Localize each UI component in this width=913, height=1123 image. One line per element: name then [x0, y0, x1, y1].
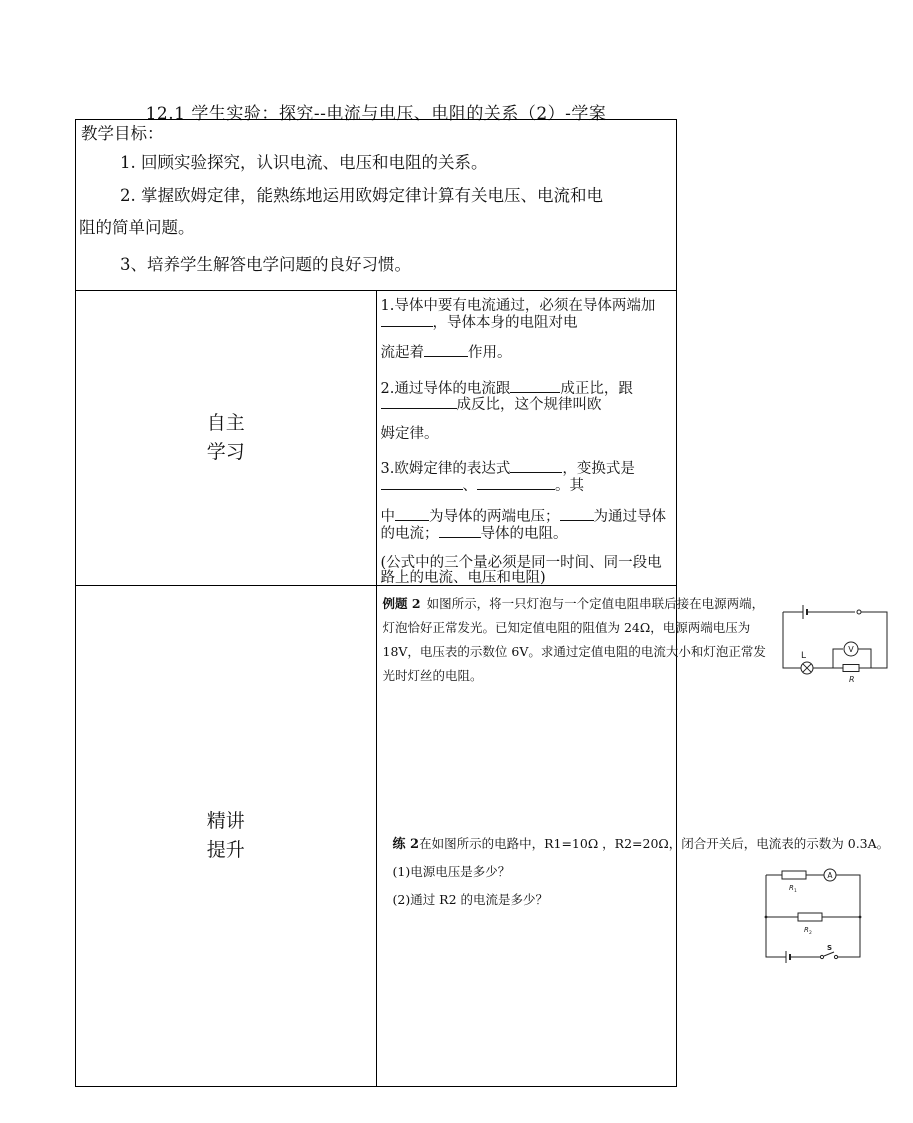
practice-2-q2: (2)通过 R2 的电流是多少？	[392, 892, 549, 907]
example-2-tag: 例题 2	[382, 596, 421, 611]
circuit-diagram-2	[760, 869, 864, 965]
q1-text-c: 流起着	[380, 345, 424, 361]
practice-2-stem	[393, 833, 913, 852]
answer-blank[interactable]	[439, 525, 481, 538]
fig1-voltmeter-label: V	[847, 645, 854, 654]
q3-text-c: 、	[462, 477, 477, 494]
answer-blank[interactable]	[381, 477, 463, 490]
question-1-line-1	[377, 299, 677, 330]
answer-blank[interactable]	[395, 508, 429, 521]
page-title: 12.1 学生实验：探究--电流与电压、电阻的关系（2）-学案	[145, 104, 607, 124]
answer-blank[interactable]	[510, 460, 562, 473]
practice-2-tag: 练 2	[392, 837, 420, 852]
self-study-row	[76, 291, 677, 586]
example-2	[383, 592, 773, 688]
fig2-ammeter-label: A	[826, 871, 833, 880]
goal-item-3: 3、培养学生解答电学问题的良好习惯。	[120, 255, 411, 274]
answer-blank[interactable]	[510, 380, 560, 393]
fig2-r1-label: R	[788, 884, 794, 892]
goals-row	[76, 120, 677, 291]
q1-text-a: 1.导体中要有电流通过，必须在导体两端加	[380, 298, 656, 314]
q2-text-a: 2.通过导体的电流跟	[380, 380, 511, 397]
lecture-content	[376, 586, 890, 1087]
fig2-r2-sub: 2	[808, 931, 812, 936]
self-study-label-line1: 自主	[206, 411, 245, 434]
q3-text-b: ，变换式是	[562, 461, 635, 477]
question-3-line-2	[377, 508, 677, 541]
goals-header: 教学目标：	[81, 124, 164, 143]
self-study-content	[376, 291, 677, 586]
question-3-note: (公式中的三个量必须是同一时间、同一段电路上的电流、电压和电阻)	[380, 555, 662, 586]
q1-text-b: ，导体本身的电阻对电	[432, 314, 578, 331]
q3-text-g: 为通过导体的电流；	[380, 509, 666, 542]
q1-text-d: 作用。	[468, 345, 512, 361]
lecture-label-line1: 精讲	[206, 809, 245, 832]
circuit-diagram-1	[779, 600, 891, 686]
answer-blank[interactable]	[560, 508, 594, 521]
answer-blank[interactable]	[381, 314, 433, 327]
goal-item-2: 2. 掌握欧姆定律，能熟练地运用欧姆定律计算有关电压、电流和电	[120, 186, 603, 205]
goal-item-2-cont: 阻的简单问题。	[79, 217, 195, 237]
lecture-row	[76, 586, 677, 1087]
example-2-text: 如图所示，将一只灯泡与一个定值电阻串联后接在电源两端，灯泡恰好正常发光。已知定值电阻的阻值为 24Ω，电源两端电压为 18V，电压表的示数位 6V。求通过定值电阻的电流大小和灯泡正常发光时灯丝的电阻。	[382, 596, 766, 683]
q3-text-a: 3.欧姆定律的表达式	[380, 461, 511, 477]
question-3-line-1	[377, 460, 677, 493]
answer-blank[interactable]	[424, 344, 468, 357]
fig2-r1-sub: 1	[793, 889, 797, 894]
fig2-r2-label: R	[803, 926, 809, 934]
goals-cell	[76, 120, 677, 291]
fig2-switch-label: S	[826, 944, 832, 952]
self-study-label-line2: 学习	[206, 441, 245, 463]
question-1-line-2	[377, 344, 677, 361]
practice-2-q1: (1)电源电压是多少？	[392, 864, 511, 879]
q3-text-e: 中	[380, 509, 395, 525]
q3-text-f: 为导体的两端电压；	[429, 509, 560, 525]
lecture-label-line2: 提升	[206, 839, 245, 861]
q3-text-h: 导体的电阻。	[480, 525, 568, 542]
question-2-line-1	[377, 380, 677, 413]
worksheet-table	[75, 119, 890, 1087]
question-2-line-2: 姆定律。	[380, 425, 439, 442]
answer-blank[interactable]	[381, 396, 457, 409]
fig1-resistor-label: R	[848, 675, 855, 684]
fig1-lamp-label: L	[800, 651, 806, 661]
practice-2-text: 在如图所示的电路中，R1=10Ω ，R2=20Ω，闭合开关后，电流表的示数为 0.3A。	[419, 836, 890, 851]
q2-text-c: 成反比，这个规律叫欧	[456, 397, 602, 413]
answer-blank[interactable]	[477, 477, 555, 490]
q3-text-d: 。其	[555, 477, 584, 494]
self-study-label	[76, 291, 377, 586]
q2-text-b: 成正比，跟	[560, 380, 633, 397]
lecture-label	[76, 586, 377, 1087]
goal-item-1: 1. 回顾实验探究，认识电流、电压和电阻的关系。	[120, 152, 488, 172]
